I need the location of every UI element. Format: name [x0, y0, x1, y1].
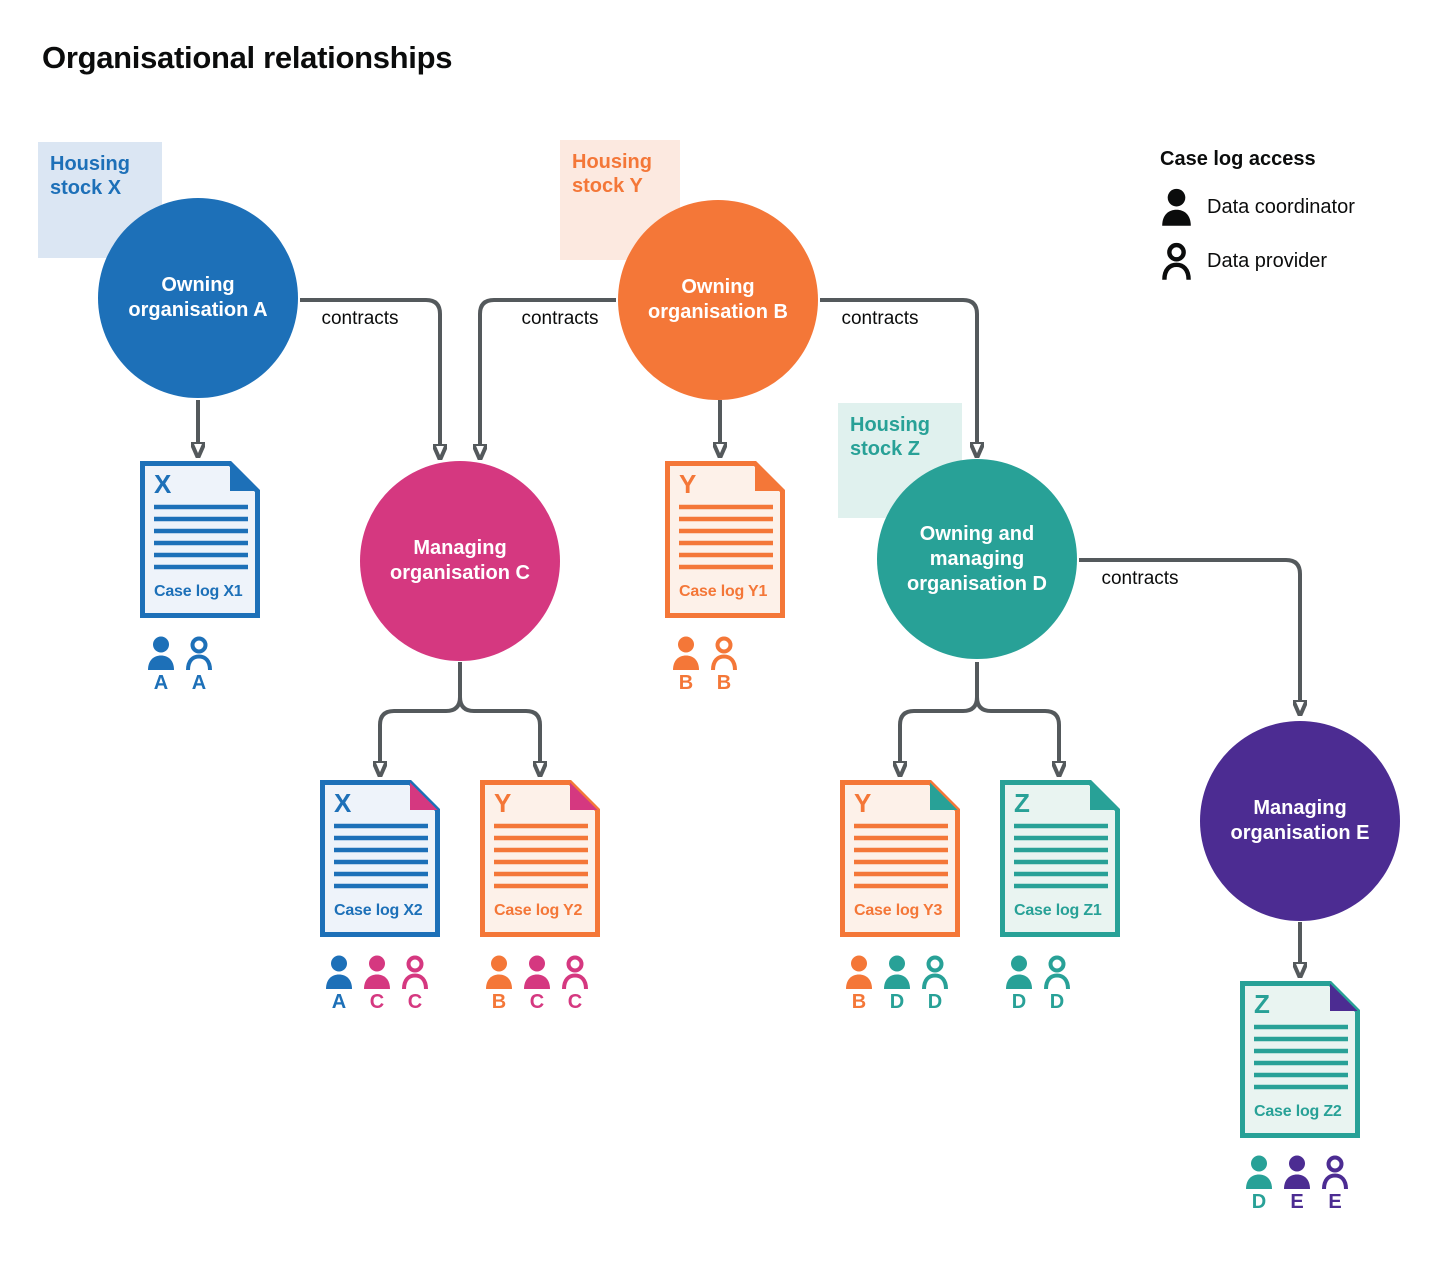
access-letter: A: [331, 991, 347, 1013]
stock-letter: Y: [679, 469, 697, 499]
org-circle-e: [1200, 721, 1400, 921]
data-coordinator-icon: [362, 955, 392, 1012]
page-title: Organisational relationships: [42, 40, 453, 75]
case-log-title: Case log X1: [154, 583, 243, 600]
stock-letter: Y: [494, 788, 512, 818]
org-circle-a: [98, 198, 298, 398]
case-log-z2-document: [1240, 981, 1360, 1138]
case-log-title: Case log X2: [334, 902, 423, 919]
access-letter: D: [889, 991, 905, 1013]
contracts-label-a-c: contracts: [321, 308, 399, 329]
contracts-label-b-d: contracts: [841, 308, 919, 329]
access-letter: C: [369, 991, 385, 1013]
connector-d-to-caselog-z1: [977, 662, 1059, 763]
case-log-y3-document: [840, 780, 960, 937]
data-coordinator-icon: [1244, 1155, 1274, 1212]
stock-letter: X: [334, 788, 352, 818]
case-log-title: Case log Z1: [1014, 902, 1102, 919]
org-label: Managing organisation C: [389, 537, 530, 584]
access-letter: D: [1251, 1191, 1267, 1213]
access-letter: B: [716, 672, 732, 694]
case-log-y2-access: [484, 955, 590, 1012]
data-provider-icon: [920, 955, 950, 1012]
org-label: Owning and managing organisation D: [906, 522, 1047, 595]
case-log-y3-access: [844, 955, 950, 1012]
access-letter: B: [678, 672, 694, 694]
stock-letter: Y: [854, 788, 872, 818]
case-log-y2-document: [480, 780, 600, 937]
access-letter: D: [1049, 991, 1065, 1013]
connector-c-to-caselog-x2: [380, 662, 460, 763]
access-letter: E: [1290, 1191, 1304, 1213]
data-coordinator-icon: [844, 955, 874, 1012]
access-letter: D: [927, 991, 943, 1013]
access-letter: C: [567, 991, 583, 1013]
contracts-label-b-c: contracts: [521, 308, 599, 329]
data-coordinator-icon: [484, 955, 514, 1012]
case-log-title: Case log Y2: [494, 902, 583, 919]
access-letter: C: [529, 991, 545, 1013]
legend-label: Data provider: [1207, 249, 1328, 272]
housing-stock-y-box: Housing stock Y: [560, 140, 680, 260]
connector-d-to-caselog-y3: [900, 662, 977, 763]
legend-label: Data coordinator: [1207, 195, 1355, 218]
case-log-z1-access: [1004, 955, 1072, 1012]
org-label: Owning organisation B: [647, 276, 788, 323]
case-log-x1-document: [140, 461, 260, 618]
legend-title: Case log access: [1160, 148, 1316, 170]
case-log-z2-access: [1244, 1155, 1350, 1212]
case-log-x2-access: [324, 955, 430, 1012]
data-coordinator-icon: [1004, 955, 1034, 1012]
access-letter: A: [153, 672, 169, 694]
access-letter: B: [491, 991, 507, 1013]
stock-letter: X: [154, 469, 172, 499]
case-log-y1-document: [665, 461, 785, 618]
contracts-label-d-e: contracts: [1101, 568, 1179, 589]
case-log-y1-access: [671, 636, 739, 693]
case-log-z1-document: [1000, 780, 1120, 937]
data-provider-icon: [560, 955, 590, 1012]
stock-letter: Z: [1014, 788, 1030, 818]
org-circle-c: [360, 461, 560, 661]
data-coordinator-icon: [882, 955, 912, 1012]
connector-c-to-caselog-y2: [460, 662, 540, 763]
data-provider-icon: [184, 636, 214, 693]
org-label: Managing organisation E: [1230, 797, 1370, 844]
case-log-x2-document: [320, 780, 440, 937]
org-label: Owning organisation A: [128, 274, 268, 321]
access-letter: C: [407, 991, 423, 1013]
housing-stock-x-box: Housing stock X: [38, 142, 162, 258]
org-circle-d: [877, 459, 1077, 659]
stock-letter: Z: [1254, 989, 1270, 1019]
org-circle-b: [618, 200, 818, 400]
data-coordinator-icon: [522, 955, 552, 1012]
data-coordinator-icon: [324, 955, 354, 1012]
access-letter: E: [1328, 1191, 1342, 1213]
data-provider-icon: [1320, 1155, 1350, 1212]
data-coordinator-icon: [146, 636, 176, 693]
case-log-title: Case log Z2: [1254, 1103, 1342, 1120]
data-coordinator-icon: [1282, 1155, 1312, 1212]
access-letter: A: [191, 672, 207, 694]
data-provider-icon: [1042, 955, 1072, 1012]
data-coordinator-icon: [671, 636, 701, 693]
case-log-x1-access: [146, 636, 214, 693]
access-letter: B: [851, 991, 867, 1013]
access-letter: D: [1011, 991, 1027, 1013]
housing-stock-z-box: Housing stock Z: [838, 403, 962, 518]
case-log-title: Case log Y3: [854, 902, 943, 919]
data-provider-icon: [709, 636, 739, 693]
data-provider-icon: [400, 955, 430, 1012]
case-log-title: Case log Y1: [679, 583, 768, 600]
